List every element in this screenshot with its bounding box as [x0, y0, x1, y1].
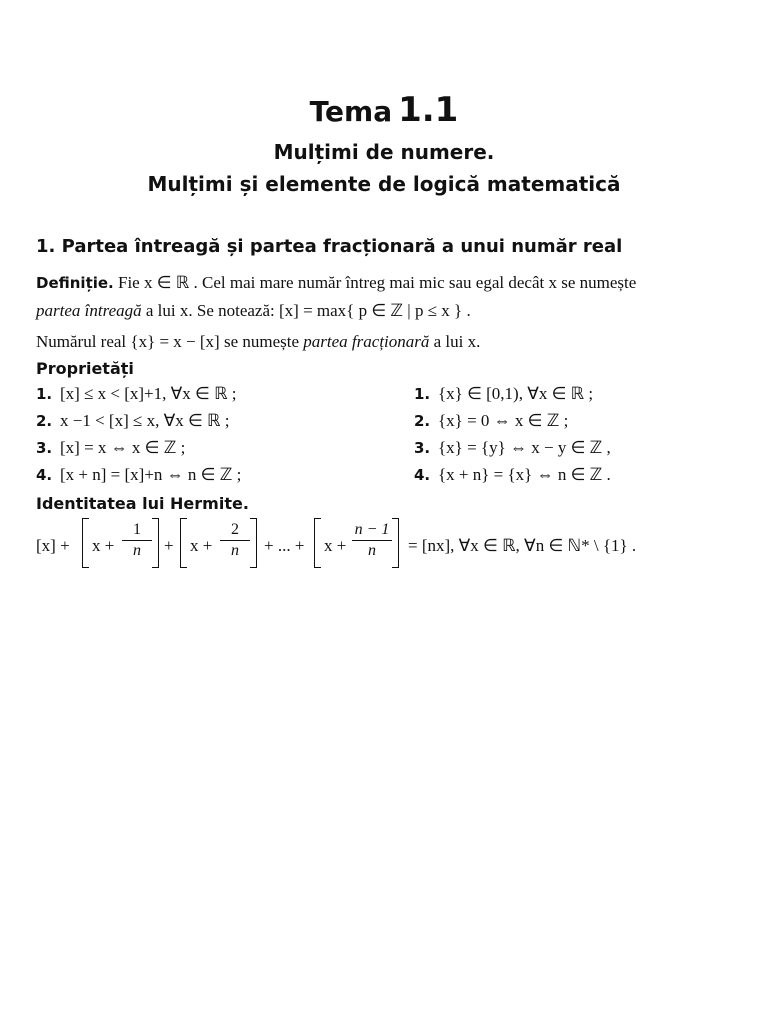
prop-right-3 — [414, 438, 611, 458]
subtitle-2: Mulțimi și elemente de logică matematică — [147, 172, 621, 196]
prop-number: 4. — [414, 466, 431, 484]
prop-number: 4. — [36, 466, 53, 484]
prop-number: 1. — [414, 385, 431, 403]
hermite-tail: = [nx], ∀x ∈ ℝ, ∀n ∈ ℕ* \ {1} . — [408, 536, 637, 555]
prop-number: 1. — [36, 385, 53, 403]
prop-number: 3. — [36, 439, 53, 457]
subtitle-1: Mulțimi de numere. — [273, 140, 495, 164]
term-integer-part: partea întreagă — [36, 301, 142, 320]
prop-number: 2. — [36, 412, 53, 430]
prop-text: {x} = 0 ⇔ x ∈ ℤ ; — [438, 411, 569, 430]
prop-text: {x + n} = {x} ⇔ n ∈ ℤ . — [438, 465, 611, 484]
bracket-open — [180, 518, 187, 568]
fraction-1 — [122, 520, 152, 561]
hermite-title: Identitatea lui Hermite. — [36, 494, 249, 513]
prop-left-4 — [36, 465, 241, 485]
tema-word: Tema — [309, 95, 393, 128]
prop-text: {x} ∈ [0,1), ∀x ∈ ℝ ; — [438, 384, 594, 403]
fraction-denominator: n — [231, 542, 239, 559]
fraction-numerator: 2 — [220, 520, 250, 541]
bracket-close — [250, 518, 257, 568]
prop-text: [x + n] = [x]+n ⇔ n ∈ ℤ ; — [60, 465, 242, 484]
properties-title: Proprietăți — [36, 359, 134, 378]
hermite-plus: + — [164, 536, 174, 555]
definition-label: Definiție. — [36, 274, 114, 292]
bracket-open — [314, 518, 321, 568]
fraction-2 — [220, 520, 250, 561]
hermite-formula — [36, 516, 637, 572]
hermite-start: [x] + — [36, 536, 70, 555]
definition-text-3: Numărul real {x} = x − [x] se numește — [36, 332, 304, 351]
prop-right-4 — [414, 465, 611, 485]
hermite-ellipsis: + ... + — [264, 536, 305, 555]
prop-number: 2. — [414, 412, 431, 430]
prop-right-1 — [414, 384, 593, 404]
definition-line-1 — [36, 273, 636, 293]
prop-left-1 — [36, 384, 237, 404]
fraction-numerator: n − 1 — [352, 520, 392, 541]
tema-title — [0, 90, 768, 130]
prop-left-2 — [36, 411, 229, 431]
prop-text: [x] = x ⇔ x ∈ ℤ ; — [60, 438, 186, 457]
prop-number: 3. — [414, 439, 431, 457]
definition-line-2 — [36, 301, 471, 321]
section-1-title: 1. Partea întreagă și partea fracționară a unui număr real — [36, 236, 623, 257]
definition-text-2: a lui x. Se notează: [x] = max{ p ∈ ℤ | p ≤ x } . — [141, 301, 471, 320]
bracket-close — [392, 518, 399, 568]
prop-text: x −1 < [x] ≤ x, ∀x ∈ ℝ ; — [60, 411, 230, 430]
tema-number: 1.1 — [398, 90, 459, 130]
prop-right-2 — [414, 411, 568, 431]
bracket-close — [152, 518, 159, 568]
hermite-x-plus: x + — [92, 536, 115, 555]
bracket-open — [82, 518, 89, 568]
fraction-denominator: n — [368, 542, 376, 559]
fraction-denominator: n — [133, 542, 141, 559]
definition-text-3-end: a lui x. — [429, 332, 481, 351]
hermite-x-plus: x + — [190, 536, 213, 555]
fraction-numerator: 1 — [122, 520, 152, 541]
prop-left-3 — [36, 438, 185, 458]
definition-line-3 — [36, 332, 480, 352]
prop-text: {x} = {y} ⇔ x − y ∈ ℤ , — [438, 438, 611, 457]
prop-text: [x] ≤ x < [x]+1, ∀x ∈ ℝ ; — [60, 384, 237, 403]
hermite-x-plus: x + — [324, 536, 347, 555]
definition-text-1: Fie x ∈ ℝ . Cel mai mare număr întreg mai mic sau egal decât x se numește — [113, 273, 637, 292]
term-fractional-part: partea fracționară — [303, 332, 430, 351]
fraction-3 — [352, 520, 392, 561]
